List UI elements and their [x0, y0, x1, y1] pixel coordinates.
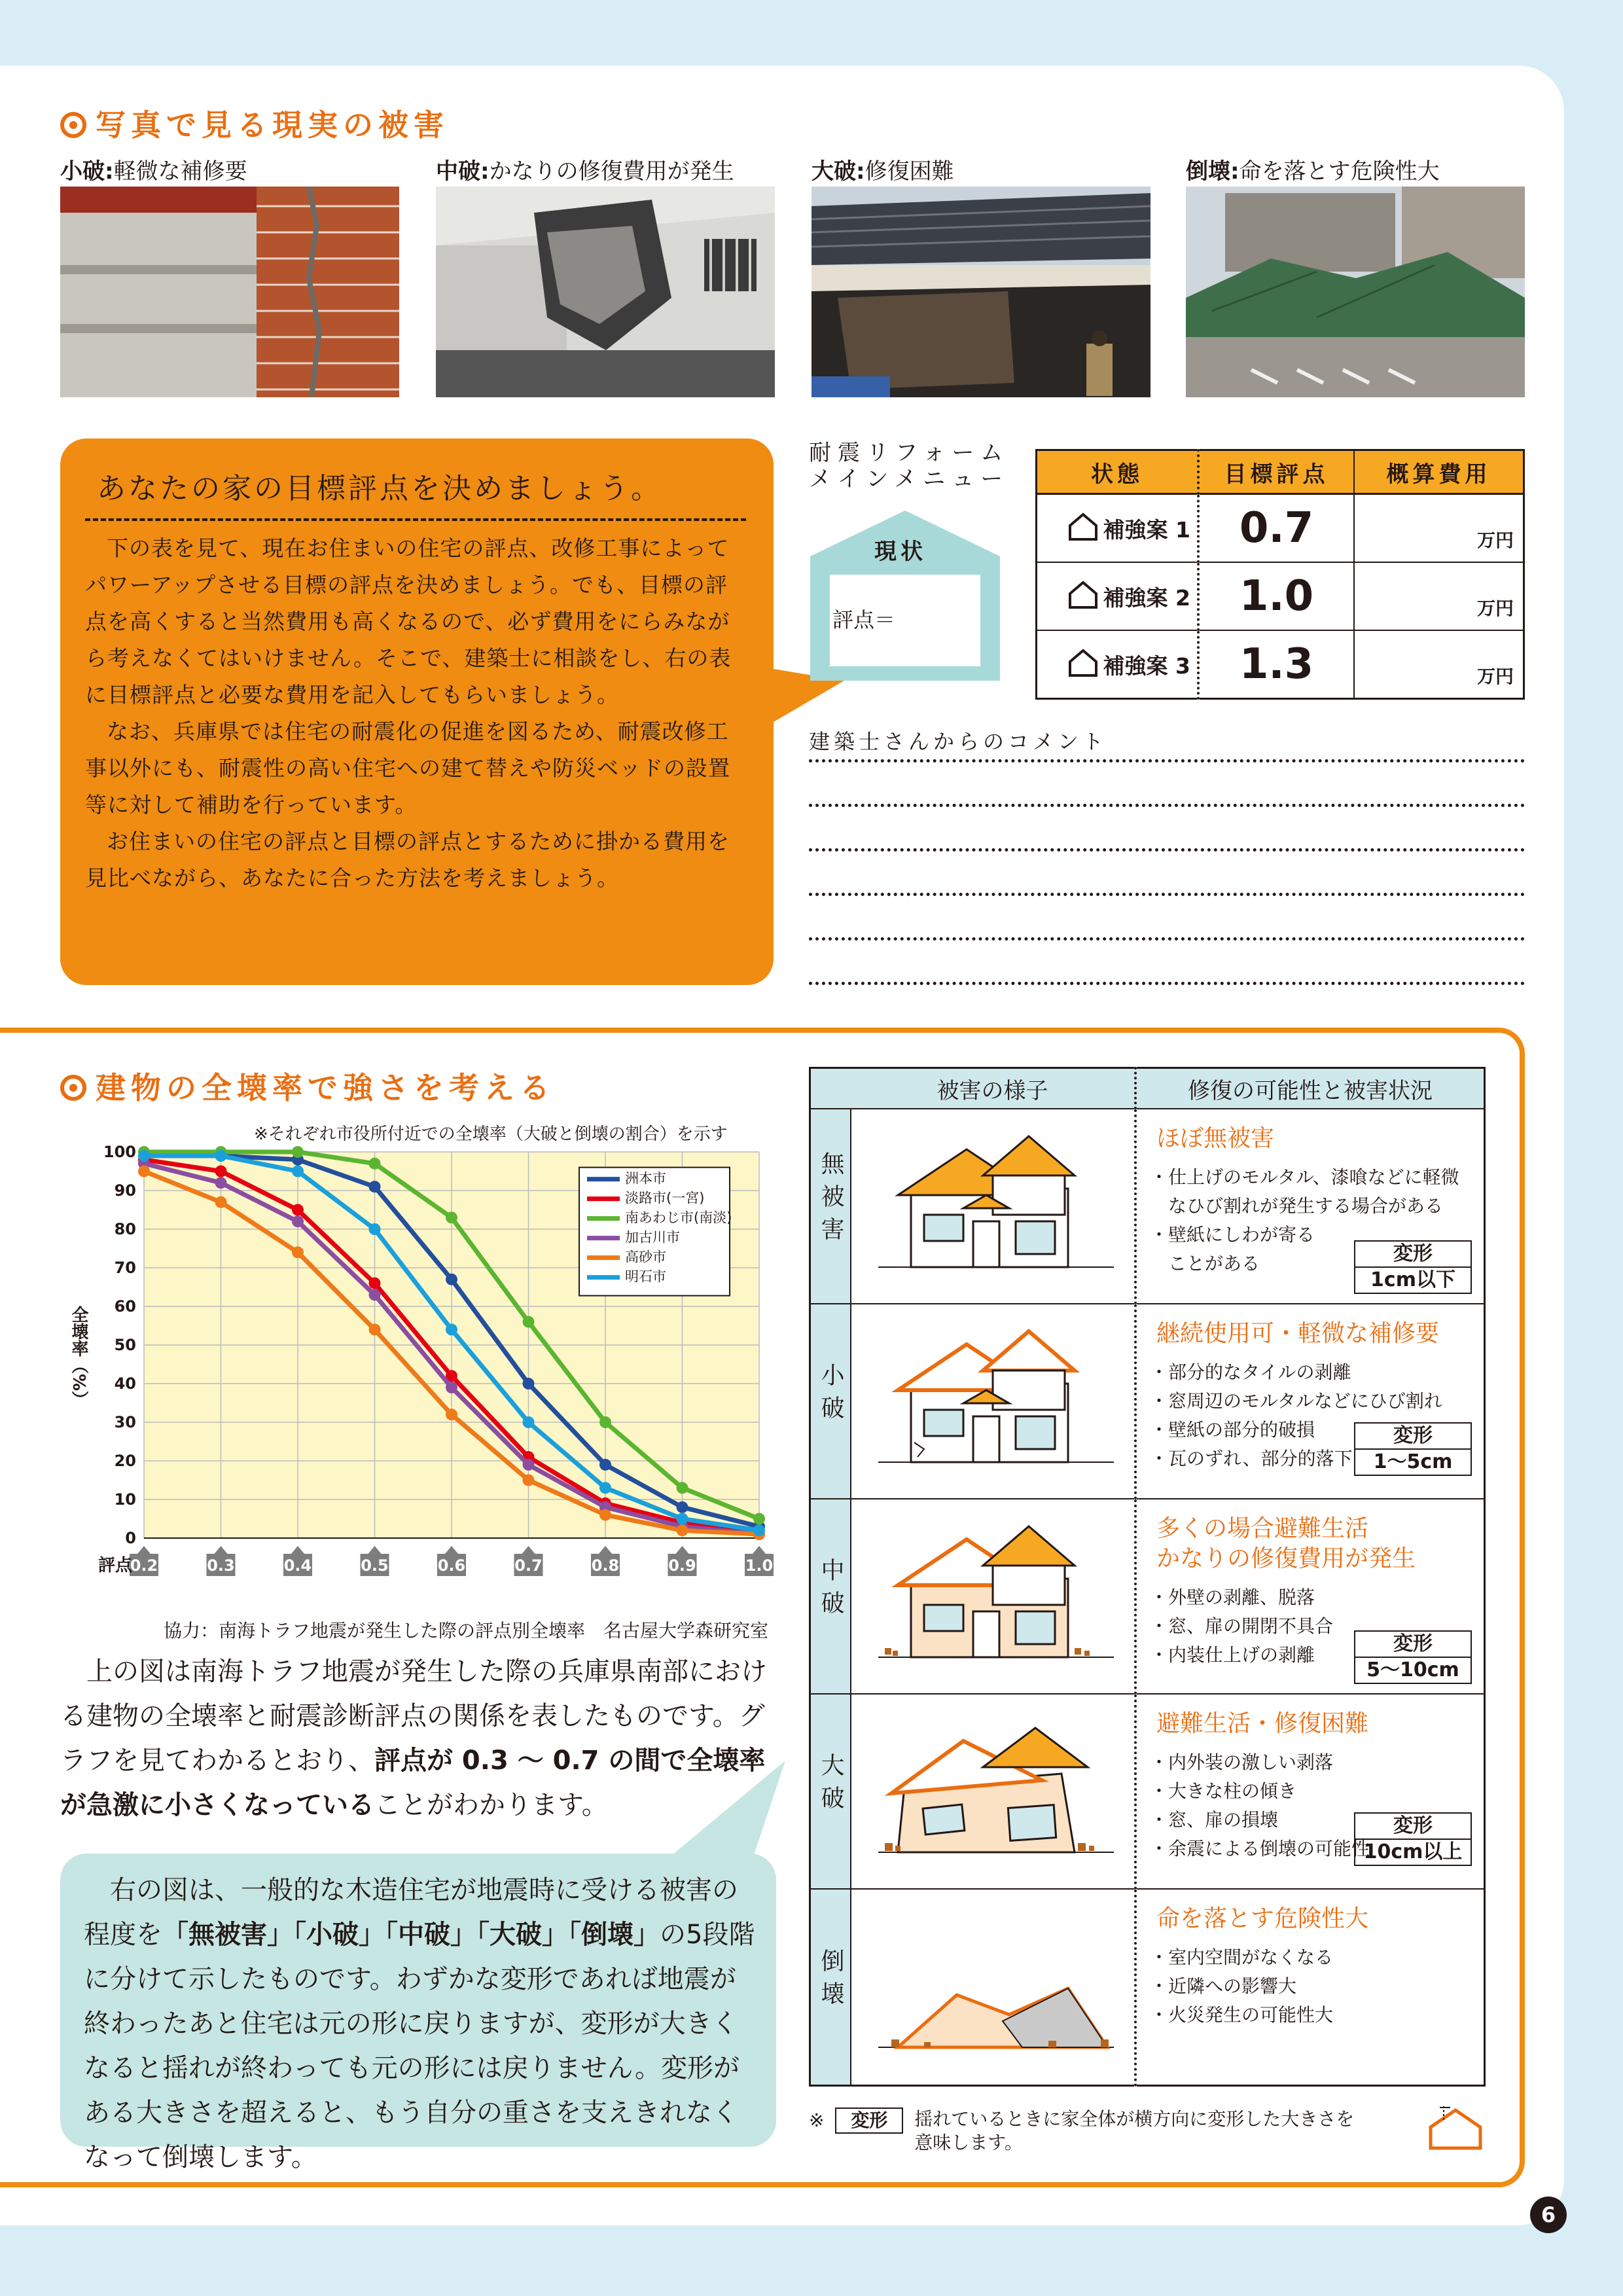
plan-score: 0.7 [1198, 494, 1354, 563]
comment-line[interactable] [809, 937, 1525, 941]
row-label-severe: 大破 [810, 1694, 851, 1889]
x-tick-pointer [215, 1546, 228, 1554]
current-label: 現状 [874, 539, 927, 565]
photo-caption-2: 中破:かなりの修復費用が発生 [436, 158, 734, 185]
header-damage-appearance: 被害の様子 [851, 1068, 1135, 1109]
plan-name: 補強案 2 [1103, 585, 1190, 611]
table-row [810, 1889, 1485, 2085]
data-point [369, 1278, 381, 1289]
x-tick-label: 0.4 [283, 1556, 312, 1575]
data-point [523, 1459, 535, 1471]
data-point [215, 1150, 227, 1162]
x-tick-pointer [753, 1546, 766, 1554]
chart-explanation: 上の図は南海トラフ地震が発生した際の兵庫県南部における建物の全壊率と耐震診断評点の関係を表したものです。グラフを見てわかるとおり、評点が 0.3 ～ 0.7 の間で全壊率が急激に小さくなっていることがわかります。 [60, 1657, 767, 1820]
data-point [369, 1181, 381, 1193]
section-title-collapse-rate: 建物の全壊率で強さを考える [60, 1064, 555, 1107]
data-point [753, 1524, 765, 1536]
deformation-label-badge: 変形 [835, 2108, 903, 2134]
x-axis-label: 評点 [98, 1556, 133, 1575]
house-minor-illustration [851, 1304, 1135, 1499]
deformation-badge: 変形 1cm以下 [1354, 1240, 1472, 1294]
plan-score: 1.0 [1198, 562, 1354, 630]
comment-line[interactable] [809, 982, 1525, 985]
comment-line[interactable] [809, 804, 1525, 807]
plan-name: 補強案 3 [1103, 653, 1190, 679]
comment-line[interactable] [809, 848, 1525, 852]
data-point [523, 1378, 535, 1390]
data-point [446, 1323, 457, 1335]
plan-cost-field[interactable]: 万円 [1354, 494, 1524, 563]
y-tick-label: 60 [114, 1297, 136, 1316]
deformation-diagram-icon [1424, 2101, 1487, 2153]
row-label-no-damage: 無被害 [810, 1109, 851, 1304]
photo-caption-3: 大破:修復困難 [812, 158, 954, 185]
damage-desc-no-damage: ほぼ無被害 ・ 仕上げのモルタル、漆喰などに軽微なひび割れが発生する場合がある ・ 壁紙にしわが寄ることがある 変形 1cm以下 [1135, 1109, 1485, 1304]
x-tick-label: 0.8 [591, 1556, 620, 1575]
data-point [292, 1246, 304, 1258]
damage-explanation-box: 右の図は、一般的な木造住宅が地震時に受ける被害の程度を「無被害」「小破」「中破」「大破」「倒壊」の5段階に分けて示したものです。わずかな変形であれば地震が終わったあと住宅は元の形に戻りますが、変形が大きくなると揺れが終わっても元の形には戻りません。変形がある大きさを超えると、もう自分の重さを支えきれなくなって倒壊します。 [60, 1854, 776, 2147]
header-target-score: 目標評点 [1198, 450, 1354, 494]
data-point [446, 1408, 457, 1420]
y-tick-label: 0 [125, 1529, 136, 1547]
header-state: 状態 [1037, 450, 1199, 494]
table-row [1037, 630, 1524, 699]
table-row [810, 1304, 1485, 1499]
current-score-field[interactable]: 評点＝ [832, 607, 896, 632]
deformation-badge: 変形 5〜10cm [1354, 1630, 1472, 1684]
y-tick-label: 90 [114, 1181, 136, 1200]
deformation-badge: 変形 10cm以上 [1354, 1812, 1472, 1866]
damage-desc-collapse: 命を落とす危険性大 ・ 室内空間がなくなる ・ 近隣への影響大 ・ 火災発生の可能性大 [1135, 1889, 1485, 2085]
x-tick-label: 0.3 [207, 1556, 235, 1575]
y-tick-label: 50 [114, 1336, 136, 1354]
data-point [215, 1177, 227, 1189]
y-tick-label: 80 [114, 1220, 136, 1238]
data-point [599, 1416, 611, 1428]
x-tick-label: 0.9 [668, 1556, 696, 1575]
data-point [138, 1150, 150, 1162]
dashed-divider [85, 518, 746, 521]
plan-score: 1.3 [1198, 630, 1354, 699]
row-label-moderate: 中破 [810, 1499, 851, 1694]
target-score-box [60, 439, 774, 985]
row-label-collapse: 倒壊 [810, 1889, 851, 2085]
data-point [446, 1211, 457, 1223]
house-collapse-illustration [851, 1889, 1135, 2085]
photo-minor-damage [60, 187, 399, 397]
photo-moderate-damage [436, 187, 775, 397]
deformation-footnote: ※ 変形 揺れているときに家全体が横方向に変形した大きさを意味します。 [809, 2108, 1355, 2153]
photo-collapse [1186, 187, 1525, 397]
table-row [1037, 562, 1524, 630]
data-point [677, 1524, 688, 1536]
chart-credit: 協力：南海トラフ地震が発生した際の評点別全壊率 名古屋大学森研究室 [164, 1620, 769, 1641]
data-point [677, 1513, 688, 1525]
x-tick-pointer [445, 1546, 458, 1554]
data-point [753, 1513, 765, 1525]
target-box-title: あなたの家の目標評点を決めましょう。 [97, 472, 662, 505]
damage-desc-moderate: 多くの場合避難生活 かなりの修復費用が発生 ・ 外壁の剥離、脱落 ・ 窓、扉の開閉不具合 ・ 内装仕上げの剥離 変形 5〜10cm [1135, 1499, 1485, 1694]
x-tick-label: 0.2 [130, 1556, 158, 1575]
x-tick-pointer [291, 1546, 304, 1554]
y-tick-label: 30 [114, 1413, 136, 1431]
table-row [810, 1109, 1485, 1304]
house-outline-icon [1068, 581, 1098, 609]
legend-label: 高砂市 [625, 1249, 666, 1265]
menu-label: 耐震リフォーム メインメニュー [809, 440, 1010, 492]
section-title-photos: 写真で見る現実の被害 [60, 101, 449, 145]
data-point [292, 1215, 304, 1227]
data-point [369, 1289, 381, 1300]
data-point [599, 1459, 611, 1471]
legend-label: 加古川市 [625, 1229, 680, 1246]
data-point [677, 1482, 688, 1494]
y-tick-label: 70 [114, 1259, 136, 1277]
y-axis-label: 全壊率（%） [69, 1306, 88, 1408]
y-tick-label: 100 [103, 1143, 136, 1161]
legend-label: 淡路市(一宮) [625, 1190, 705, 1206]
data-point [369, 1158, 381, 1170]
damage-desc-severe: 避難生活・修復困難 ・ 内外装の激しい剥落 ・ 大きな柱の傾き ・ 窓、扉の損壊 ・ 余震による倒壊の可能性 変形 10cm以上 [1135, 1694, 1485, 1889]
data-point [523, 1316, 535, 1328]
data-point [292, 1204, 304, 1216]
photo-caption-4: 倒壊:命を落とす危険性大 [1186, 158, 1440, 185]
legend-label: 南あわじ市(南淡) [625, 1210, 732, 1226]
damage-table [809, 1067, 1486, 2087]
y-tick-label: 20 [114, 1452, 136, 1470]
house-no-damage-illustration [851, 1109, 1135, 1304]
plan-cost-field[interactable]: 万円 [1354, 630, 1524, 699]
table-row [810, 1499, 1485, 1694]
plan-cost-field[interactable]: 万円 [1354, 562, 1524, 630]
data-point [446, 1274, 457, 1285]
comment-label: 建築士さんからのコメント [809, 729, 1108, 754]
data-point [599, 1509, 611, 1521]
x-tick-label: 1.0 [745, 1556, 774, 1575]
data-point [369, 1223, 381, 1235]
data-point [215, 1196, 227, 1208]
score-table [1035, 449, 1525, 700]
speech-pointer [668, 1761, 798, 1865]
data-point [138, 1166, 150, 1177]
page-number: 6 [1530, 2197, 1567, 2233]
data-point [369, 1323, 381, 1335]
comment-line[interactable] [809, 893, 1525, 896]
comment-line[interactable] [809, 759, 1525, 762]
data-point [215, 1166, 227, 1177]
x-tick-pointer [137, 1546, 151, 1554]
house-moderate-illustration [851, 1499, 1135, 1694]
x-tick-pointer [522, 1546, 535, 1554]
target-paragraph-2: なお、兵庫県では住宅の耐震化の促進を図るため、耐震改修工事以外にも、耐震性の高い住宅への建て替えや防災ベッドの設置等に対して補助を行っています。 [85, 719, 730, 817]
photo-caption-1: 小破:軽微な補修要 [60, 158, 247, 185]
house-severe-illustration [851, 1694, 1135, 1889]
data-point [292, 1146, 304, 1158]
x-tick-label: 0.7 [514, 1556, 543, 1575]
data-point [599, 1482, 611, 1494]
legend-label: 明石市 [625, 1268, 666, 1285]
double-circle-icon [60, 1075, 86, 1101]
x-tick-label: 0.6 [437, 1556, 466, 1575]
double-circle-icon [60, 112, 86, 138]
photo-severe-damage [812, 187, 1150, 397]
target-paragraph-1: 下の表を見て、現在お住まいの住宅の評点、改修工事によってパワーアップさせる目標の評点を決めましょう。でも、目標の評点を高くすると当然費用も高くなるので、必ず費用をにらみながら考えなくてはいけません。そこで、建築士に相談をし、右の表に目標評点と必要な費用を記入してもらいましょう。 [85, 535, 732, 708]
row-label-minor: 小破 [810, 1304, 851, 1499]
house-outline-icon [1068, 512, 1098, 541]
x-tick-label: 0.5 [361, 1556, 389, 1575]
plan-name: 補強案 1 [1103, 517, 1190, 543]
data-point [677, 1501, 688, 1513]
table-row [1037, 494, 1524, 563]
data-point [446, 1382, 457, 1393]
y-tick-label: 40 [114, 1374, 136, 1393]
damage-desc-minor: 継続使用可・軽微な補修要 ・ 部分的なタイルの剥離 ・ 窓周辺のモルタルなどにひび割れ ・ 壁紙の部分的破損 ・ 瓦のずれ、部分的落下 変形 1〜5cm [1135, 1304, 1485, 1499]
deformation-badge: 変形 1〜5cm [1354, 1422, 1472, 1476]
header-cost: 概算費用 [1354, 450, 1524, 494]
chart-note: ※それぞれ市役所付近での全壊率（大破と倒壊の割合）を示す [254, 1124, 728, 1144]
header-repair-possibility: 修復の可能性と被害状況 [1135, 1068, 1485, 1109]
x-tick-pointer [676, 1546, 689, 1554]
data-point [523, 1475, 535, 1486]
table-row [810, 1694, 1485, 1889]
target-box-body [85, 530, 746, 897]
target-paragraph-3: お住まいの住宅の評点と目標の評点とするために掛かる費用を見比べながら、あなたに合った方法を考えましょう。 [85, 829, 730, 891]
x-tick-pointer [599, 1546, 612, 1554]
data-point [292, 1166, 304, 1177]
x-tick-pointer [368, 1546, 382, 1554]
data-point [523, 1416, 535, 1428]
y-tick-label: 10 [114, 1490, 136, 1509]
house-outline-icon [1068, 649, 1098, 677]
legend-label: 洲本市 [625, 1170, 666, 1187]
collapse-rate-chart [65, 1139, 785, 1597]
